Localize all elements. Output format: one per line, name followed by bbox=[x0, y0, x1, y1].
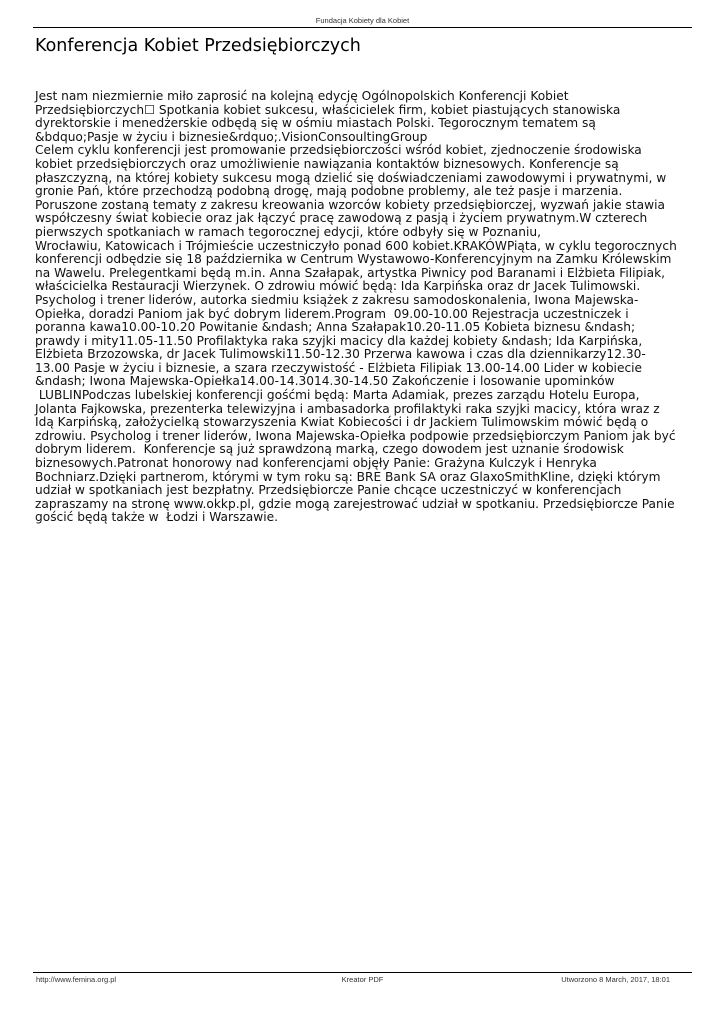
body-line: poranna kawa10.00-10.20 Powitanie &ndash; Anna Szałapak10.20-11.05 Kobieta biznesu &ndash; bbox=[35, 320, 636, 335]
body-line: dyrektorskie i menedżerskie odbędą się w ośmiu miastach Polski. Tegorocznym tematem są bbox=[35, 116, 596, 131]
body-line: Idą Karpińską, założycielką stowarzyszenia Kwiat Kobiecości i dr Jackiem Tulimowskim mówić będą o bbox=[35, 415, 649, 430]
body-line: Elżbieta Brzozowska, dr Jacek Tulimowski11.50-12.30 Przerwa kawowa i czas dla dziennikarzy12.30- bbox=[35, 347, 646, 362]
page-header: Fundacja Kobiety dla Kobiet bbox=[315, 16, 410, 25]
body-line: Bochniarz.Dzięki partnerom, którymi w tym roku są: BRE Bank SA oraz GlaxoSmithKline, dzięki którym bbox=[35, 469, 661, 484]
body-line: Jolanta Fajkowska, prezenterka telewizyjna i ambasadorka profilaktyki raka szyjki macicy, która wraz z bbox=[35, 401, 660, 416]
body-line: Psycholog i trener liderów, autorka siedmiu książek z zakresu samodoskonalenia, Iwona Majewska- bbox=[35, 292, 639, 307]
body-line: dobrym liderem. Konferencje są już sprawdzoną marką, czego dowodem jest uznanie środowisk bbox=[35, 442, 624, 457]
body-line: współczesny świat kobiecie oraz jak łączyć pracę zawodową z pasją i życiem prywatnym.W czterech bbox=[35, 211, 648, 226]
body-line: &bdquo;Pasje w życiu i biznesie&rdquo;.VisionConsoultingGroup bbox=[35, 129, 428, 144]
footer-created-date: Utworzono 8 March, 2017, 18:01 bbox=[561, 975, 670, 984]
body-line: Przedsiębiorczych☐ Spotkania kobiet sukcesu, właścicielek firm, kobiet piastujących stanowiska bbox=[35, 102, 621, 117]
body-line: Poruszone zostaną tematy z zakresu kreowania wzorców kobiety przedsiębiorczej, wyzwań jakie stawia bbox=[35, 197, 665, 212]
body-line: Opiełka, doradzi Paniom jak być dobrym liderem.Program 09.00-10.00 Rejestracja uczestniczek i bbox=[35, 306, 629, 321]
body-line: na Wawelu. Prelegentkami będą m.in. Anna Szałapak, artystka Piwnicy pod Baranami i Elżbieta Filipiak, bbox=[35, 265, 666, 280]
footer-divider bbox=[33, 972, 692, 973]
body-line: kobiet przedsiębiorczych oraz umożliwienie nawiązania kontaktów biznesowych. Konferencje są bbox=[35, 156, 619, 171]
body-line: zapraszamy na stronę www.okkp.pl, gdzie mogą zarejestrować udział w spotkaniu. Przedsiębiorcze Panie bbox=[35, 496, 675, 511]
article-title: Konferencja Kobiet Przedsiębiorczych bbox=[35, 36, 361, 56]
footer-generator: Kreator PDF bbox=[341, 975, 384, 984]
body-line: LUBLINPodczas lubelskiej konferencji gośćmi będą: Marta Adamiak, prezes zarządu Hotelu Europa, bbox=[35, 388, 640, 403]
body-line: płaszczyzną, na której kobiety sukcesu mogą dzielić się doświadczeniami zawodowymi i prywatnymi, w bbox=[35, 170, 667, 185]
body-line: konferencji odbędzie się 18 października w Centrum Wystawowo-Konferencyjnym na Zamku Królewskim bbox=[35, 252, 672, 267]
body-line: prawdy i mity11.05-11.50 Profilaktyka raka szyjki macicy dla każdej kobiety &ndash; Ida Karpińska, bbox=[35, 333, 643, 348]
body-line: pierwszych spotkaniach w ramach tegorocznej edycji, które odbyły się w Poznaniu, bbox=[35, 224, 541, 239]
footer-url-link[interactable]: http://www.femina.org.pl bbox=[36, 975, 117, 984]
body-line: gronie Pań, które przechodzą podobną drogę, mają podobne problemy, ale też pasje i marzenia. bbox=[35, 184, 623, 199]
body-line: udział w spotkaniach jest bezpłatny. Przedsiębiorcze Panie chcące uczestniczyć w konferencjach bbox=[35, 483, 622, 498]
body-line: Wrocławiu, Katowicach i Trójmieście uczestniczyło ponad 600 kobiet.KRAKÓWPiąta, w cyklu tegorocznych bbox=[35, 238, 677, 253]
body-line: biznesowych.Patronat honorowy nad konferencjami objęły Panie: Grażyna Kulczyk i Henryka bbox=[35, 456, 597, 471]
article-body bbox=[35, 90, 695, 525]
header-divider bbox=[33, 27, 692, 28]
body-line: właścicielka Restauracji Wierzynek. O zdrowiu mówić będą: Ida Karpińska oraz dr Jacek Tulimowski. bbox=[35, 279, 641, 294]
body-line: zdrowiu. Psycholog i trener liderów, Iwona Majewska-Opiełka podpowie przedsiębiorczym Paniom jak być bbox=[35, 428, 676, 443]
body-line: &ndash; Iwona Majewska-Opiełka14.00-14.3014.30-14.50 Zakończenie i losowanie upominków bbox=[35, 374, 615, 389]
body-line: gościć będą także w Łodzi i Warszawie. bbox=[35, 510, 278, 525]
body-line: Jest nam niezmiernie miło zaprosić na kolejną edycję Ogólnopolskich Konferencji Kobiet bbox=[35, 89, 569, 103]
body-line: Celem cyklu konferencji jest promowanie przedsiębiorczości wśród kobiet, zjednoczenie środowiska bbox=[35, 143, 642, 158]
body-line: 13.00 Pasje w życiu i biznesie, a szara rzeczywistość - Elżbieta Filipiak 13.00-14.00 Lider w kobiecie bbox=[35, 360, 643, 375]
